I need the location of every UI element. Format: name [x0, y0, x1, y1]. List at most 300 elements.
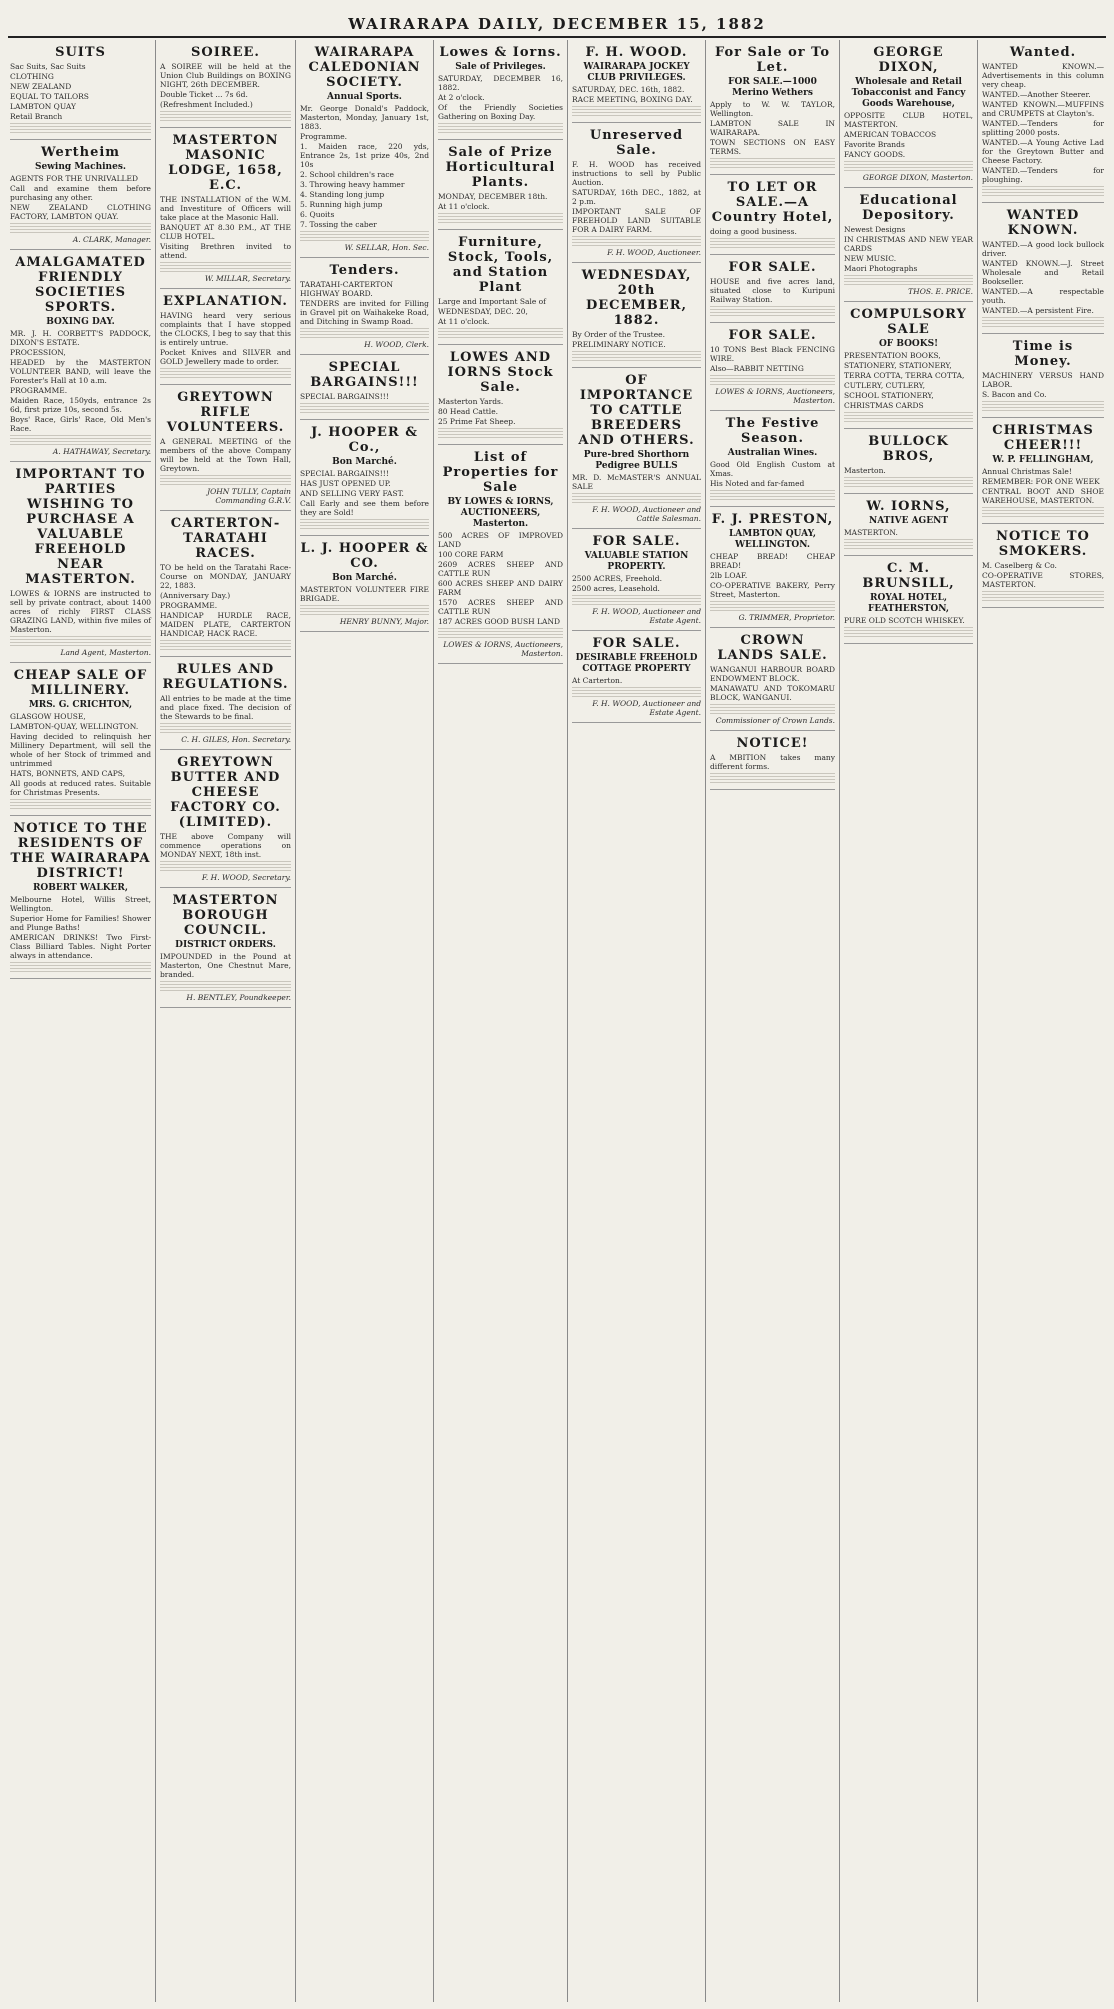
ad-signature: F. H. WOOD, Auctioneer and Estate Agent.	[592, 607, 701, 625]
ad-text: Double Ticket ... 7s 6d.	[160, 90, 248, 99]
ad-text: THE INSTALLATION of the W.M. and Investiture of Officers will take place at the Masonic Hall.	[160, 195, 291, 222]
ad-text: SPECIAL BARGAINS!!!	[300, 469, 389, 478]
text-texture	[844, 275, 973, 279]
ad-subheading: Sewing Machines.	[34, 162, 127, 172]
ad-text: 6. Quoits	[300, 210, 335, 219]
advertisement	[710, 323, 835, 411]
advertisement	[300, 355, 429, 420]
ad-heading: Unreserved Sale.	[589, 128, 684, 158]
ad-heading: FOR SALE.	[728, 260, 817, 275]
text-texture	[710, 779, 835, 783]
ad-text: Masterton.	[844, 466, 886, 475]
ad-heading: AMALGAMATED FRIENDLY SOCIETIES SPORTS.	[15, 255, 146, 315]
text-texture	[160, 374, 291, 378]
advertisement	[160, 40, 291, 128]
ad-text: BANQUET AT 8.30 P.M., AT THE CLUB HOTEL.	[160, 223, 291, 241]
column-6	[706, 40, 840, 2002]
ad-heading: FOR SALE.	[592, 534, 681, 549]
ad-signature: A. HATHAWAY, Secretary.	[52, 447, 151, 456]
ad-text: 187 ACRES GOOD BUSH LAND	[438, 617, 561, 626]
ad-heading: BULLOCK BROS,	[868, 434, 949, 464]
text-texture	[710, 773, 835, 777]
ad-text: MASTERTON.	[844, 528, 898, 537]
ad-text: REMEMBER: FOR ONE WEEK	[982, 477, 1100, 486]
ad-text: IMPOUNDED in the Pound at Masterton, One Chestnut Mare, branded.	[160, 952, 291, 979]
ad-heading: CROWN LANDS SALE.	[717, 633, 828, 663]
ad-signature: F. H. WOOD, Auctioneer and Cattle Salesman.	[592, 505, 701, 523]
ad-heading: Furniture, Stock, Tools, and Station Plant	[447, 235, 554, 295]
ad-text: NEW ZEALAND CLOTHING FACTORY, LAMBTON QUAY.	[10, 203, 151, 221]
advertisement	[160, 385, 291, 511]
ad-text: Melbourne Hotel, Willis Street, Wellington.	[10, 895, 151, 913]
text-texture	[572, 112, 701, 116]
advertisement	[710, 507, 835, 628]
advertisement	[844, 188, 973, 302]
text-texture	[982, 591, 1104, 595]
advertisement	[160, 289, 291, 385]
text-texture	[710, 710, 835, 714]
ad-subheading: ROBERT WALKER,	[32, 883, 129, 893]
text-texture	[844, 167, 973, 171]
ad-signature: H. BENTLEY, Poundkeeper.	[186, 993, 291, 1002]
ad-text: HEADED by the MASTERTON VOLUNTEER BAND, will leave the Forester's Hall at 10 a.m.	[10, 358, 151, 385]
ad-text: A MBITION takes many different forms.	[710, 753, 835, 771]
text-texture	[982, 317, 1104, 321]
text-texture	[844, 627, 973, 631]
ad-text: HATS, BONNETS, AND CAPS,	[10, 769, 126, 778]
ad-text: 1. Maiden race, 220 yds, Entrance 2s, 1st prize 40s, 2nd 10s	[300, 142, 429, 169]
ad-subheading: LAMBTON QUAY, WELLINGTON.	[728, 529, 817, 550]
advertisement	[982, 334, 1104, 418]
advertisement	[982, 418, 1104, 524]
ad-text: 3. Throwing heavy hammer	[300, 180, 405, 189]
text-texture	[300, 611, 429, 615]
ad-text: Also—RABBIT NETTING	[710, 364, 804, 373]
ad-text: PROGRAMME.	[160, 601, 218, 610]
text-texture	[160, 262, 291, 266]
text-texture	[982, 597, 1104, 601]
text-texture	[710, 375, 835, 379]
ad-text: Visiting Brethren invited to attend.	[160, 242, 291, 260]
ad-subheading: BY LOWES & IORNS, AUCTIONEERS, Masterton.	[447, 497, 554, 529]
text-texture	[160, 268, 291, 272]
ad-text: Pocket Knives and SILVER and GOLD Jewellery made to order.	[160, 348, 291, 366]
ad-signature: GEORGE DIXON, Masterton.	[862, 173, 973, 182]
ad-text: Sac Suits, Sac Suits	[10, 62, 86, 71]
ad-text: 80 Head Cattle.	[438, 407, 499, 416]
text-texture	[438, 328, 563, 332]
text-texture	[710, 381, 835, 385]
ad-text: AMERICAN DRINKS! Two First-Class Billiard Tables. Night Porter always in attendance.	[10, 933, 151, 960]
text-texture	[160, 475, 291, 479]
advertisement	[572, 529, 701, 631]
text-texture	[10, 129, 151, 133]
text-texture	[844, 477, 973, 481]
ad-subheading: Wholesale and Retail Tobacconist and Fancy Goods Warehouse,	[851, 77, 966, 109]
advertisement	[438, 230, 563, 345]
ad-text: (Refreshment Included.)	[160, 100, 253, 109]
ad-heading: NOTICE TO SMOKERS.	[996, 529, 1090, 559]
ad-text: A GENERAL MEETING of the members of the above Company will be held at the Town Hall, Greytown.	[160, 437, 291, 473]
ad-text: By Order of the Trustee.	[572, 330, 665, 339]
text-texture	[982, 323, 1104, 327]
ad-heading: COMPULSORY SALE	[850, 307, 967, 337]
ad-text: At 2 o'clock.	[438, 93, 485, 102]
advertisement	[10, 40, 151, 140]
advertisement	[160, 511, 291, 657]
column-1	[6, 40, 156, 2002]
ad-subheading: ROYAL HOTEL, FEATHERSTON,	[867, 593, 950, 614]
text-texture	[438, 628, 563, 632]
ad-text: TARATAHI-CARTERTON HIGHWAY BOARD.	[300, 280, 394, 298]
ad-text: LAMBTON-QUAY, WELLINGTON.	[10, 722, 139, 731]
text-texture	[160, 646, 291, 650]
text-texture	[844, 281, 973, 285]
text-texture	[300, 237, 429, 241]
ad-heading: List of Properties for Sale	[442, 450, 559, 495]
ad-text: 500 ACRES OF IMPROVED LAND	[438, 531, 563, 549]
text-texture	[160, 867, 291, 871]
advertisement	[438, 445, 563, 664]
advertisement	[844, 302, 973, 429]
ad-text: CENTRAL BOOT AND SHOE WAREHOUSE, MASTERTON.	[982, 487, 1104, 505]
ad-text: At Carterton.	[572, 676, 623, 685]
ad-text: LAMBTON QUAY	[10, 102, 76, 111]
text-texture	[572, 357, 701, 361]
ad-text: 2609 ACRES SHEEP AND CATTLE RUN	[438, 560, 563, 578]
ad-text: Call and examine them before purchasing any other.	[10, 184, 151, 202]
ad-heading: LOWES AND IORNS Stock Sale.	[447, 350, 554, 395]
ad-subheading: Sale of Privileges.	[455, 62, 546, 72]
ad-text: MASTERTON VOLUNTEER FIRE BRIGADE.	[300, 585, 429, 603]
ad-heading: F. J. PRESTON,	[711, 512, 834, 527]
ad-subheading: OF BOOKS!	[878, 339, 939, 349]
ad-heading: Tenders.	[329, 263, 400, 278]
ad-heading: GEORGE DIXON,	[873, 45, 944, 75]
advertisement	[844, 556, 973, 644]
advertisement	[572, 123, 701, 263]
text-texture	[710, 704, 835, 708]
ad-text: TO be held on the Taratahi Race-Course on MONDAY, JANUARY 22, 1883.	[160, 563, 291, 590]
advertisement	[10, 663, 151, 816]
ad-text: MONDAY, DECEMBER 18th.	[438, 192, 548, 201]
ad-subheading: Pure-bred Shorthorn Pedigree BULLS	[583, 450, 690, 471]
ad-heading: CHEAP SALE OF MILLINERY.	[13, 668, 148, 698]
ad-text: NEW ZEALAND	[10, 82, 72, 91]
ad-text: TENDERS are invited for Filling in Gravel pit on Waihakeke Road, and Ditching in Swamp Road.	[300, 299, 429, 326]
advertisement	[844, 429, 973, 494]
ad-text: FANCY GOODS.	[844, 150, 906, 159]
ad-heading: FOR SALE.	[592, 636, 681, 651]
ad-text: TOWN SECTIONS ON EASY TERMS.	[710, 138, 835, 156]
ad-text: Annual Christmas Sale!	[982, 467, 1072, 476]
ad-text: PRELIMINARY NOTICE.	[572, 340, 666, 349]
ad-heading: NOTICE!	[736, 736, 809, 751]
ad-text: All entries to be made at the time and place fixed. The decision of the Stewards to be final.	[160, 694, 291, 721]
ad-heading: W. IORNS,	[866, 499, 951, 514]
ad-text: AMERICAN TOBACCOS	[844, 130, 937, 139]
text-texture	[982, 513, 1104, 517]
ad-heading: The Festive Season.	[725, 416, 820, 446]
text-texture	[160, 111, 291, 115]
ad-signature: A. CLARK, Manager.	[72, 235, 151, 244]
advertisement	[982, 40, 1104, 203]
text-texture	[844, 545, 973, 549]
ad-text: Maiden Race, 150yds, entrance 2s 6d, first prize 10s, second 5s.	[10, 396, 151, 414]
ad-signature: F. H. WOOD, Auctioneer.	[607, 248, 701, 257]
column-8	[978, 40, 1108, 2002]
masthead-rule	[8, 36, 1106, 38]
ad-text: At 11 o'clock.	[438, 317, 490, 326]
column-5	[568, 40, 706, 2002]
text-texture	[160, 861, 291, 865]
advertisement	[572, 368, 701, 529]
text-texture	[710, 490, 835, 494]
ad-text: 100 CORE FARM	[438, 550, 504, 559]
text-texture	[982, 401, 1104, 405]
advertisement	[10, 816, 151, 979]
text-texture	[982, 192, 1104, 196]
ad-heading: For Sale or To Let.	[714, 45, 830, 75]
ad-subheading: WAIRARAPA JOCKEY CLUB PRIVILEGES.	[583, 62, 690, 83]
ad-text: Maori Photographs	[844, 264, 918, 273]
ad-subheading: BOXING DAY.	[46, 317, 115, 327]
text-texture	[300, 403, 429, 407]
ad-text: Newest Designs	[844, 225, 906, 234]
ad-text: MACHINERY VERSUS HAND LABOR.	[982, 371, 1104, 389]
text-texture	[572, 601, 701, 605]
ad-heading: SOIREE.	[191, 45, 260, 60]
text-texture	[438, 428, 563, 432]
ad-text: Programme.	[300, 132, 348, 141]
ad-text: THE above Company will commence operations on MONDAY NEXT, 18th inst.	[160, 832, 291, 859]
text-texture	[572, 351, 701, 355]
text-texture	[10, 799, 151, 803]
ad-signature: H. WOOD, Clerk.	[364, 340, 429, 349]
ad-text: LOWES & IORNS are instructed to sell by private contract, about 1400 acres of richly FIRST CLASS GRAZING LAND, within five miles of Masterton.	[10, 589, 151, 634]
text-texture	[160, 481, 291, 485]
ad-text: Having decided to relinquish her Millinery Department, will sell the whole of her Stock of trimmed and untrimmed	[10, 732, 151, 768]
ad-subheading: Annual Sports.	[327, 92, 402, 102]
advertisement	[438, 345, 563, 445]
ad-signature: LOWES & IORNS, Auctioneers, Masterton.	[443, 640, 563, 658]
text-texture	[300, 519, 429, 523]
ad-text: WANTED KNOWN.—MUFFINS and CRUMPETS at Clayton's.	[982, 100, 1104, 118]
ad-text: AND SELLING VERY FAST.	[300, 489, 404, 498]
ad-text: OPPOSITE CLUB HOTEL, MASTERTON.	[844, 111, 973, 129]
ad-text: MR. D. McMASTER'S ANNUAL SALE	[572, 473, 701, 491]
advertisement	[160, 128, 291, 289]
advertisement	[438, 140, 563, 230]
text-texture	[844, 539, 973, 543]
text-texture	[10, 435, 151, 439]
advertisement	[160, 657, 291, 750]
advertisement	[10, 462, 151, 663]
text-texture	[572, 236, 701, 240]
ad-text: SATURDAY, 16th DEC., 1882, at 2 p.m.	[572, 188, 701, 206]
text-texture	[10, 229, 151, 233]
ad-heading: OF IMPORTANCE TO CATTLE BREEDERS AND OTHERS.	[578, 373, 695, 448]
ad-heading: F. H. WOOD.	[585, 45, 688, 60]
text-texture	[10, 123, 151, 127]
ad-text: PRESENTATION BOOKS,	[844, 351, 941, 360]
advertisement	[982, 203, 1104, 334]
ad-text: WEDNESDAY, DEC. 20,	[438, 307, 528, 316]
ad-signature: Commissioner of Crown Lands.	[715, 716, 835, 725]
ad-heading: Time is Money.	[1012, 339, 1074, 369]
ad-text: SATURDAY, DEC. 16th, 1882.	[572, 85, 685, 94]
ad-text: WANTED.—Tenders for splitting 2000 posts.	[982, 119, 1104, 137]
text-texture	[300, 231, 429, 235]
ad-signature: C. H. GILES, Hon. Secretary.	[181, 735, 291, 744]
text-texture	[160, 723, 291, 727]
ad-text: STATIONERY, STATIONERY,	[844, 361, 952, 370]
ad-text: PROCESSION,	[10, 348, 66, 357]
advertisement	[710, 255, 835, 323]
ad-subheading: DISTRICT ORDERS.	[175, 940, 276, 950]
ad-text: At 11 o'clock.	[438, 202, 490, 211]
ad-text: WANTED.—Another Steerer.	[982, 90, 1091, 99]
masthead-title: WAIRARAPA DAILY, DECEMBER 15, 1882	[348, 15, 766, 33]
ad-signature: HENRY BUNNY, Major.	[339, 617, 429, 626]
text-texture	[438, 634, 563, 638]
advertisement	[572, 40, 701, 123]
text-texture	[710, 306, 835, 310]
ad-text: MANAWATU AND TOKOMARU BLOCK, WANGANUI.	[710, 684, 835, 702]
ad-text: 2. School children's race	[300, 170, 394, 179]
ad-heading: WEDNESDAY, 20th DECEMBER, 1882.	[581, 268, 692, 328]
ad-text: 600 ACRES SHEEP AND DAIRY FARM	[438, 579, 563, 597]
advertisement	[300, 40, 429, 258]
ad-subheading: FOR SALE.—1000 Merino Wethers	[728, 77, 817, 98]
text-texture	[844, 418, 973, 422]
text-texture	[572, 499, 701, 503]
ad-text: PURE OLD SCOTCH WHISKEY.	[844, 616, 965, 625]
ad-heading: L. J. HOOPER & CO.	[300, 541, 429, 571]
ad-heading: MASTERTON MASONIC LODGE, 1658, E.C.	[168, 133, 283, 193]
ad-heading: EXPLANATION.	[163, 294, 288, 309]
ad-heading: FOR SALE.	[728, 328, 817, 343]
text-texture	[982, 507, 1104, 511]
text-texture	[710, 496, 835, 500]
ad-subheading: Bon Marché.	[332, 573, 397, 583]
advertisement	[710, 40, 835, 175]
ad-heading: GREYTOWN RIFLE VOLUNTEERS.	[166, 390, 285, 435]
ad-text: NEW MUSIC.	[844, 254, 897, 263]
ad-text: WANTED.—A Young Active Lad for the Greytown Butter and Cheese Factory.	[982, 138, 1104, 165]
text-texture	[710, 158, 835, 162]
ad-text: doing a good business.	[710, 227, 797, 236]
ad-text: Good Old English Custom at Xmas.	[710, 460, 835, 478]
masthead	[0, 6, 1114, 36]
ad-text: Call Early and see them before they are Sold!	[300, 499, 429, 517]
ad-text: WANTED.—A respectable youth.	[982, 287, 1104, 305]
ad-heading: GREYTOWN BUTTER AND CHEESE FACTORY CO. (LIMITED).	[170, 755, 281, 830]
ad-text: 10 TONS Best Black FENCING WIRE.	[710, 345, 835, 363]
ad-heading: Sale of Prize Horticultural Plants.	[445, 145, 556, 190]
ad-signature: Land Agent, Masterton.	[60, 648, 151, 657]
advertisement	[710, 175, 835, 255]
ad-heading: Wertheim	[40, 145, 121, 160]
text-texture	[10, 642, 151, 646]
ad-text: 2500 acres, Leasehold.	[572, 584, 660, 593]
ad-text: Of the Friendly Societies Gathering on Boxing Day.	[438, 103, 563, 121]
ad-text: 7. Tossing the caber	[300, 220, 377, 229]
text-texture	[710, 601, 835, 605]
ad-text: 5. Running high jump	[300, 200, 383, 209]
ad-text: (Anniversary Day.)	[160, 591, 231, 600]
ad-text: S. Bacon and Co.	[982, 390, 1047, 399]
advertisement	[160, 888, 291, 1008]
ad-text: WANTED.—A good lock bullock driver.	[982, 240, 1104, 258]
text-texture	[438, 213, 563, 217]
text-texture	[844, 161, 973, 165]
ad-text: Apply to W. W. TAYLOR, Wellington.	[710, 100, 835, 118]
ad-text: Boys' Race, Girls' Race, Old Men's Race.	[10, 415, 151, 433]
ad-heading: SUITS	[55, 45, 106, 60]
ad-signature: LOWES & IORNS, Auctioneers, Masterton.	[715, 387, 835, 405]
text-texture	[10, 962, 151, 966]
text-texture	[160, 981, 291, 985]
ad-text: Masterton Yards.	[438, 397, 504, 406]
text-texture	[572, 687, 701, 691]
ad-signature: G. TRIMMER, Proprietor.	[738, 613, 835, 622]
advertisement	[300, 536, 429, 632]
ad-text: CUTLERY, CUTLERY,	[844, 381, 925, 390]
text-texture	[160, 368, 291, 372]
ad-text: LAMBTON SALE IN WAIRARAPA.	[710, 119, 835, 137]
text-texture	[710, 238, 835, 242]
ad-heading: IMPORTANT TO PARTIES WISHING TO PURCHASE A VALUABLE FREEHOLD NEAR MASTERTON.	[15, 467, 146, 587]
text-texture	[438, 219, 563, 223]
advertisement	[710, 731, 835, 790]
ad-signature: W. MILLAR, Secretary.	[204, 274, 291, 283]
text-texture	[710, 164, 835, 168]
ad-subheading: VALUABLE STATION PROPERTY.	[584, 551, 689, 572]
ad-text: MR. J. H. CORBETT'S PADDOCK, DIXON'S ESTATE.	[10, 329, 151, 347]
ad-text: M. Caselberg & Co.	[982, 561, 1057, 570]
ad-heading: WANTED KNOWN.	[1006, 208, 1080, 238]
text-texture	[10, 223, 151, 227]
ad-text: HAS JUST OPENED UP.	[300, 479, 391, 488]
text-texture	[710, 244, 835, 248]
ad-text: 1570 ACRES SHEEP AND CATTLE RUN	[438, 598, 563, 616]
ad-text: CO-OPERATIVE BAKERY, Perry Street, Masterton.	[710, 581, 835, 599]
ad-text: Large and Important Sale of	[438, 297, 546, 306]
advertisement	[844, 494, 973, 556]
column-2	[156, 40, 296, 2002]
text-texture	[438, 334, 563, 338]
text-texture	[160, 640, 291, 644]
advertisement	[572, 263, 701, 368]
ad-text: 2lb LOAF.	[710, 571, 748, 580]
ad-text: WANTED KNOWN.—Advertisements in this column very cheap.	[982, 62, 1104, 89]
ad-heading: CHRISTMAS CHEER!!!	[992, 423, 1094, 453]
advertisement	[710, 411, 835, 507]
column-7	[840, 40, 978, 2002]
ad-text: SCHOOL STATIONERY,	[844, 391, 934, 400]
ad-text: CHRISTMAS CARDS	[844, 401, 924, 410]
ad-text: Retail Branch	[10, 112, 63, 121]
ad-text: HOUSE and five acres land, situated close to Kuripuni Railway Station.	[710, 277, 835, 304]
column-3	[296, 40, 434, 2002]
text-texture	[572, 595, 701, 599]
ad-subheading: NATIVE AGENT	[868, 516, 949, 526]
ad-subheading: Bon Marché.	[332, 457, 397, 467]
text-texture	[10, 805, 151, 809]
ad-text: GLASGOW HOUSE,	[10, 712, 86, 721]
ad-text: All goods at reduced rates. Suitable for Christmas Presents.	[10, 779, 151, 797]
